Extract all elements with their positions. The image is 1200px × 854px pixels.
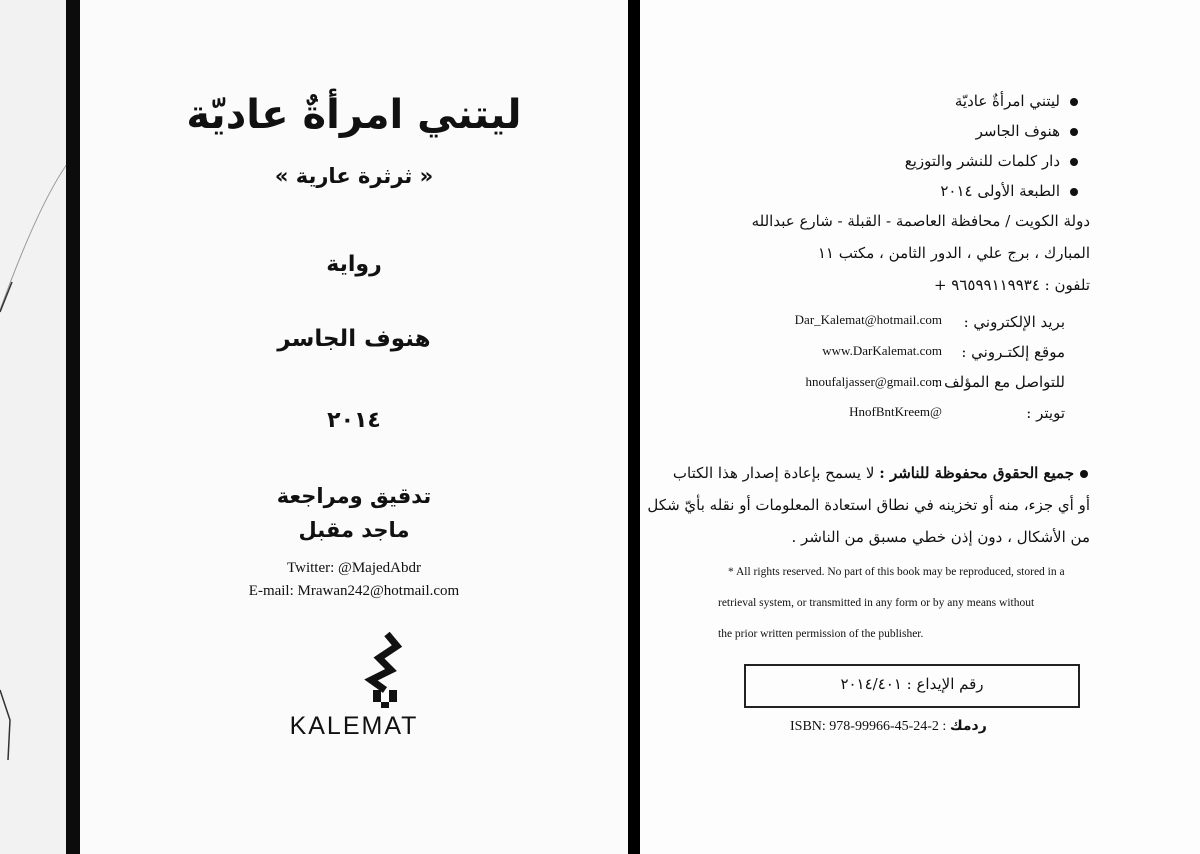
book-subtitle: « ثرثرة عارية »: [274, 164, 434, 188]
contact-label-twitter: تويتر :: [1026, 404, 1065, 422]
bullet-title: ليتني امرأةٌ عاديّة: [955, 92, 1078, 110]
bullet-publisher: دار كلمات للنشر والتوزيع: [905, 152, 1078, 170]
review-label: تدقيق ومراجعة: [276, 484, 432, 508]
book-gutter: [628, 0, 640, 854]
author-name: هنوف الجاسر: [277, 326, 431, 352]
genre-label: رواية: [326, 252, 382, 277]
bullet-icon: [1080, 470, 1088, 478]
rights-line-1: جميع الحقوق محفوظة للناشر : لا يسمح بإعادة إصدار هذا الكتاب: [673, 464, 1088, 482]
previous-page-edge: [0, 0, 80, 854]
isbn-line: [790, 718, 987, 735]
copyright-page: [640, 0, 1200, 854]
address-line-1: دولة الكويت / محافظة العاصمة - القبلة - شارع عبدالله: [751, 212, 1090, 230]
publisher-logo-text: KALEMAT: [289, 712, 419, 740]
rights-line-2: أو أي جزء، منه أو تخزينه في نطاق استعادة المعلومات أو نقله بأيّ شكل: [647, 496, 1090, 514]
rights-line-3: من الأشكال ، دون إذن خطي مسبق من الناشر .: [791, 528, 1090, 546]
bullet-author: هنوف الجاسر: [976, 122, 1078, 140]
title-page: [80, 0, 628, 854]
page-curl-shadow: [0, 0, 80, 854]
reviewer-email: E-mail: Mrawan242@hotmail.com: [248, 583, 460, 599]
reviewer-twitter: Twitter: @MajedAbdr: [287, 560, 421, 576]
bullet-icon: [1070, 128, 1078, 136]
deposit-number: رقم الإيداع : ٢٠١٤/٤٠١: [840, 675, 984, 693]
contact-label-website: موقع إلكتـروني :: [961, 343, 1065, 361]
contact-label-email: بريد الإلكتروني :: [963, 313, 1065, 331]
contact-value-twitter: HnofBntKreem@: [849, 404, 942, 419]
bullet-icon: [1070, 158, 1078, 166]
phone-line: تلفون : ٩٦٥٩٩١١٩٩٣٤ +: [933, 276, 1090, 294]
contact-value-email: Dar_Kalemat@hotmail.com: [794, 312, 942, 327]
isbn-label: ردمك: [949, 718, 987, 734]
deposit-number-box: [744, 664, 1080, 708]
bullet-icon: [1070, 188, 1078, 196]
english-rights-3: the prior written permission of the publisher.: [718, 628, 924, 640]
contact-value-author: hnoufaljasser@gmail.com: [805, 374, 942, 389]
book-title: ليتني امرأةٌ عاديّة: [186, 92, 522, 138]
publication-year: ٢٠١٤: [327, 408, 381, 433]
bullet-edition: الطبعة الأولى ٢٠١٤: [940, 182, 1078, 200]
kalemat-logo-icon: [325, 628, 445, 708]
english-rights-2: retrieval system, or transmitted in any form or by any means without: [718, 597, 1035, 609]
contact-label-author: للتواصل مع المؤلف :: [934, 373, 1065, 391]
english-rights-1: * All rights reserved. No part of this book may be reproduced, stored in a: [728, 566, 1065, 578]
reviewer-name: ماجد مقبل: [298, 518, 410, 542]
bullet-icon: [1070, 98, 1078, 106]
isbn-value: ISBN: 978-99966-45-24-2 :: [790, 719, 947, 734]
contact-value-website: www.DarKalemat.com: [822, 343, 942, 358]
address-line-2: المبارك ، برج علي ، الدور الثامن ، مكتب ١١: [817, 244, 1090, 262]
